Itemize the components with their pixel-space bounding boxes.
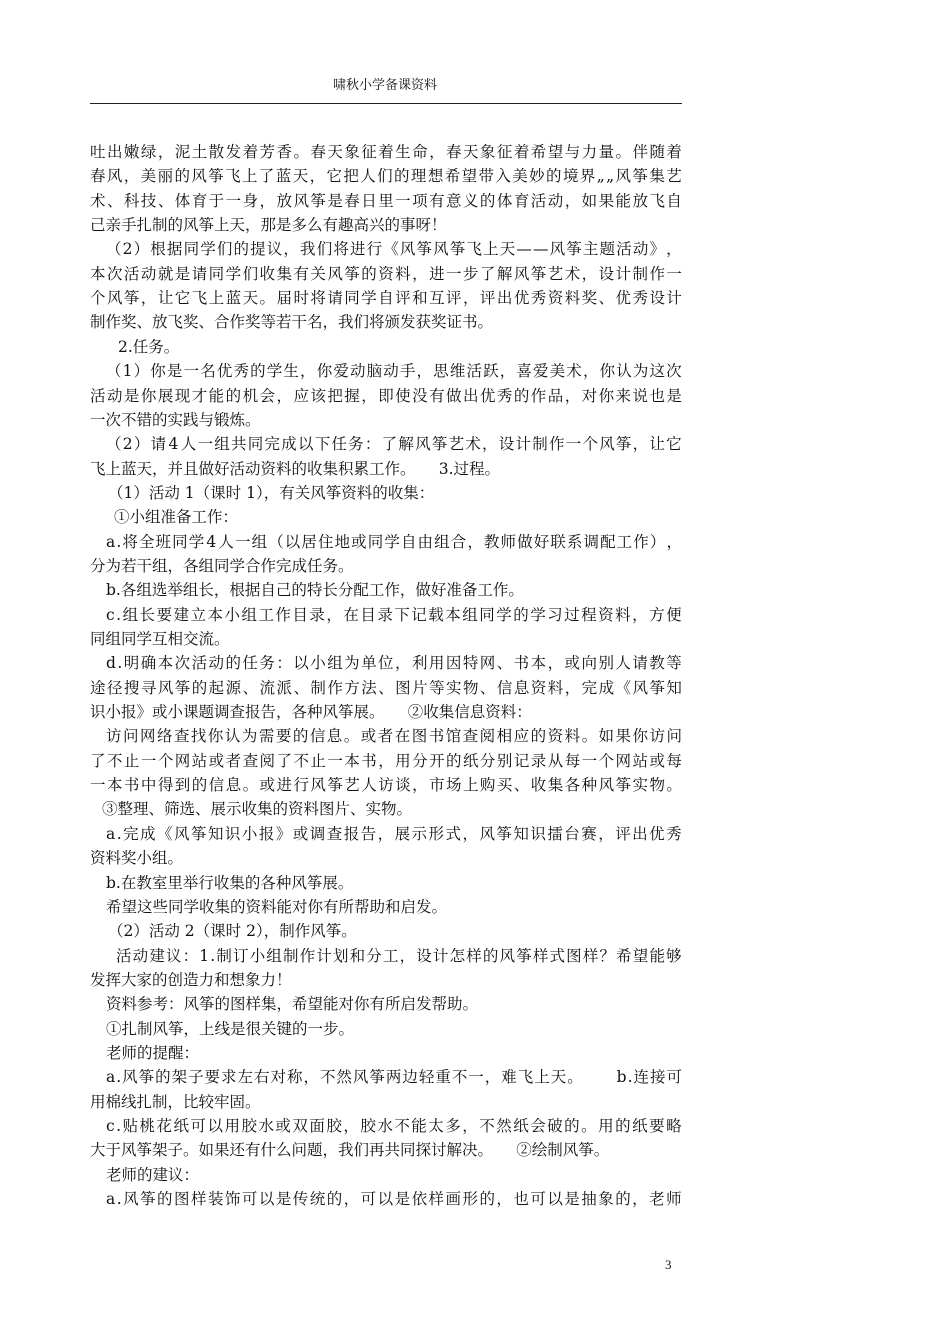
text-line: d . 明 确 本 次 活 动 的 任 务 ： 以 小 组 为 单 位 ， 利 用 因 特 网 、 书 本 ， 或 向 别 人 请 教 等: [106, 654, 682, 673]
text-line: 大于风筝架子。如果还有什么问题，我们再共同探讨解决。 ②绘制风筝。: [90, 1141, 610, 1160]
text-line: （1）活动 1（课时 1），有关风筝资料的收集：: [108, 483, 435, 502]
text-line: b.各组选举组长，根据自己的特长分配工作，做好准备工作。: [106, 581, 524, 600]
text-line: c . 组 长 要 建 立 本 小 组 工 作 目 录 ， 在 目 录 下 记 载 本 组 同 学 的 学 习 过 程 资 料 ， 方 便: [106, 605, 682, 624]
text-line: 希望这些同学收集的资料能对你有所帮助和启发。: [106, 897, 448, 916]
text-line: 2.任务。: [118, 337, 180, 356]
text-line: 一次不错的实践与锻炼。: [90, 410, 261, 429]
text-line: 活 动 建 议 ： 1 . 制 订 小 组 制 作 计 划 和 分 工 ， 设 计 怎 样 的 风 筝 样 式 图 样 ？ 希 望 能 够: [116, 946, 682, 965]
text-line: 本 次 活 动 就 是 请 同 学 们 收 集 有 关 风 筝 的 资 料 ， 进 一 步 了 解 风 筝 艺 术 ， 设 计 制 作 一: [90, 264, 682, 283]
text-line: 了 不 止 一 个 网 站 或 者 查 阅 了 不 止 一 本 书 ， 用 分 开 的 纸 分 别 记 录 从 每 一 个 网 站 或 每: [90, 751, 682, 770]
text-line: 识小报》或小课题调查报告，各种风筝展。 ②收集信息资料：: [90, 703, 532, 722]
text-line: 春 风 ， 美 丽 的 风 筝 飞 上 了 蓝 天 ， 它 把 人 们 的 理 想 希 望 带 入 美 妙 的 境 界 „ „ 风 筝 集 艺: [90, 167, 682, 186]
text-line: （ 2 ） 请 4 人 一 组 共 同 完 成 以 下 任 务 ： 了 解 风 筝 艺 术 ， 设 计 制 作 一 个 风 筝 ， 让 它: [106, 435, 682, 454]
text-line: 飞上蓝天，并且做好活动资料的收集积累工作。 3.过程。: [90, 459, 501, 478]
text-line: ③整理、筛选、展示收集的资料图片、实物。: [102, 800, 413, 819]
text-line: a . 风 筝 的 图 样 装 饰 可 以 是 传 统 的 ， 可 以 是 依 样 画 形 的 ， 也 可 以 是 抽 象 的 ， 老 师: [106, 1190, 682, 1209]
text-line: 老师的提醒：: [106, 1043, 200, 1062]
text-line: 同组同学互相交流。: [90, 630, 230, 648]
text-line: 发挥大家的创造力和想象力！: [90, 970, 292, 989]
page-number: 3: [665, 1257, 672, 1272]
header-rule: [90, 103, 682, 104]
text-line: 老师的建议：: [106, 1165, 200, 1184]
text-line: 资料奖小组。: [90, 849, 184, 868]
text-line: 制作奖、放飞奖、合作奖等若干名，我们将颁发获奖证书。: [90, 313, 494, 332]
text-line: 吐 出 嫩 绿 ， 泥 土 散 发 着 芳 香 。 春 天 象 征 着 生 命 ， 春 天 象 征 着 希 望 与 力 量 。 伴 随 着: [90, 143, 682, 161]
text-line: 分为若干组，各组同学合作完成任务。: [90, 556, 354, 575]
text-line: b.在教室里举行收集的各种风筝展。: [106, 873, 354, 892]
text-line: 用棉线扎制，比较牢固。: [90, 1092, 261, 1111]
text-line: a . 将 全 班 同 学 4 人 一 组 （ 以 居 住 地 或 同 学 自 由 组 合 ， 教 师 做 好 联 系 调 配 工 作 ） ，: [106, 532, 682, 551]
text-line: （2）活动 2（课时 2），制作风筝。: [108, 922, 357, 941]
text-line: c . 贴 桃 花 纸 可 以 用 胶 水 或 双 面 胶 ， 胶 水 不 能 太 多 ， 不 然 纸 会 破 的 。 用 的 纸 要 略: [106, 1117, 682, 1135]
text-line: a . 完 成 《 风 筝 知 识 小 报 》 或 调 查 报 告 ， 展 示 形 式 ， 风 筝 知 识 擂 台 赛 ， 评 出 优 秀: [106, 824, 682, 843]
text-line: 术 、 科 技 、 体 育 于 一 身 ， 放 风 筝 是 春 日 里 一 项 有 意 义 的 体 育 活 动 ， 如 果 能 放 飞 自: [90, 191, 682, 210]
text-line: 资料参考：风筝的图样集，希望能对你有所启发帮助。: [106, 995, 479, 1014]
text-line: 己亲手扎制的风筝上天，那是多么有趣高兴的事呀！: [90, 216, 447, 235]
text-line: （ 1 ） 你 是 一 名 优 秀 的 学 生 ， 你 爱 动 脑 动 手 ， 思 维 活 跃 ， 喜 爱 美 术 ， 你 认 为 这 次: [106, 362, 682, 381]
text-line: a . 风 筝 的 架 子 要 求 左 右 对 称 ， 不 然 风 筝 两 边 轻 重 不 一 ， 难 飞 上 天 。 b . 连 接 可: [106, 1068, 682, 1087]
text-line: 一 本 书 中 得 到 的 信 息 。 或 进 行 风 筝 艺 人 访 谈 ， 市 场 上 购 买 、 收 集 各 种 风 筝 实 物 。: [90, 776, 682, 795]
text-line: ①扎制风筝，上线是很关键的一步。: [106, 1019, 355, 1038]
page-header: 啸秋小学备课资料: [332, 78, 437, 93]
text-line: 访 问 网 络 查 找 你 认 为 需 要 的 信 息 。 或 者 在 图 书 馆 查 阅 相 应 的 资 料 。 如 果 你 访 问: [106, 727, 682, 746]
text-line: 活 动 是 你 展 现 才 能 的 机 会 ， 应 该 把 握 ， 即 使 没 有 做 出 优 秀 的 作 品 ， 对 你 来 说 也 是: [90, 386, 682, 405]
text-line: （ 2 ） 根 据 同 学 们 的 提 议 ， 我 们 将 进 行 《 风 筝 风 筝 飞 上 天 — — 风 筝 主 题 活 动 》 ，: [106, 240, 682, 259]
text-line: ①小组准备工作：: [114, 508, 239, 527]
text-line: 途 径 搜 寻 风 筝 的 起 源 、 流 派 、 制 作 方 法 、 图 片 等 实 物 、 信 息 资 料 ， 完 成 《 风 筝 知: [90, 678, 682, 697]
text-line: 个 风 筝 ， 让 它 飞 上 蓝 天 。 届 时 将 请 同 学 自 评 和 互 评 ， 评 出 优 秀 资 料 奖 、 优 秀 设 计: [90, 289, 682, 308]
